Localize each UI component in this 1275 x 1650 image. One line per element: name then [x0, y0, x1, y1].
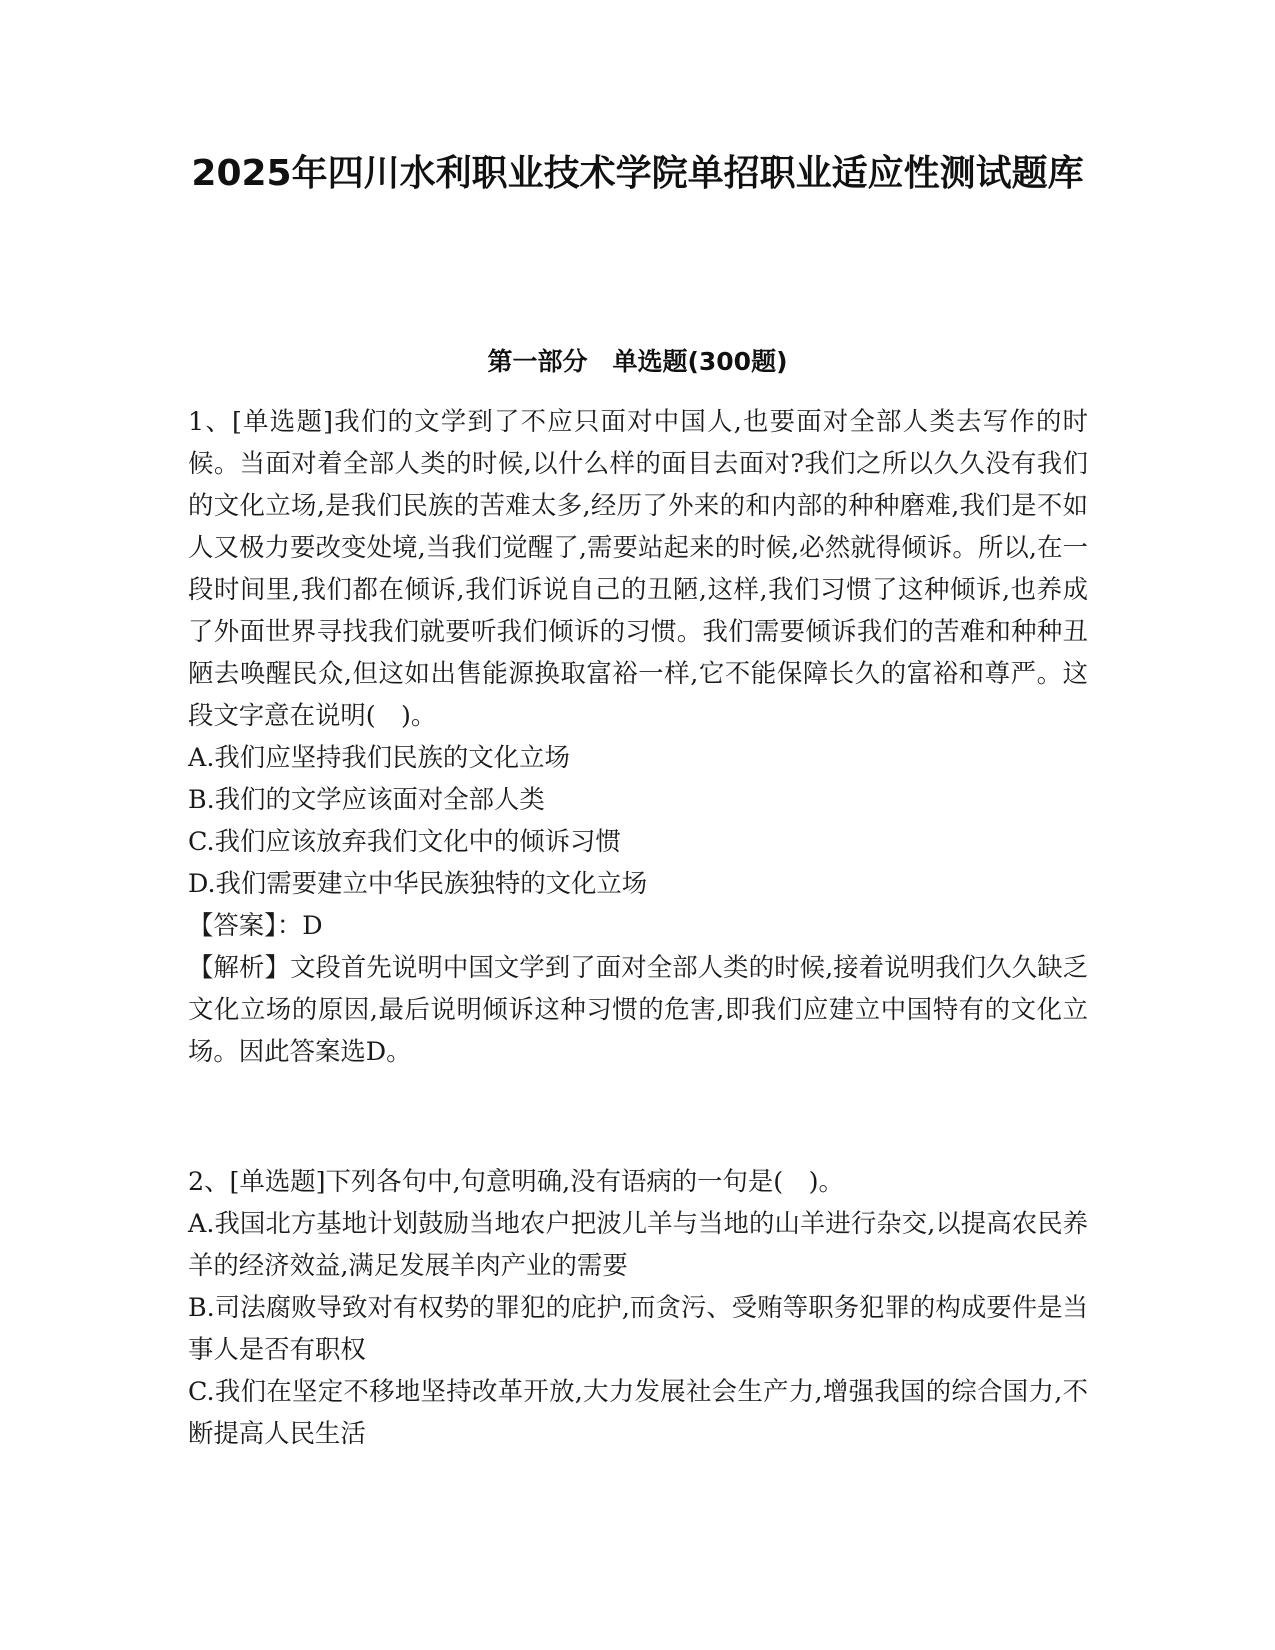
analysis-text: 文段首先说明中国文学到了面对全部人类的时候,接着说明我们久久缺乏文化立场的原因,最后说明倾诉这种习惯的危害,即我们应建立中国特有的文化立场。因此答案选D。	[188, 952, 1088, 1066]
question-2-option-c: C.我们在坚定不移地坚持改革开放,大力发展社会生产力,增强我国的综合国力,不断提高人民生活	[188, 1376, 1088, 1448]
question-2-option-a: A.我国北方基地计划鼓励当地农户把波儿羊与当地的山羊进行杂交,以提高农民养羊的经济效益,满足发展羊肉产业的需要	[188, 1208, 1088, 1280]
question-1-option-b: B.我们的文学应该面对全部人类	[188, 784, 545, 814]
question-1-stem: 1、[单选题]我们的文学到了不应只面对中国人,也要面对全部人类去写作的时候。当面对着全部人类的时候,以什么样的面目去面对?我们之所以久久没有我们的文化立场,是我们民族的苦难太多,经历了外来的和内部的种种磨难,我们是不如人又极力要改变处境,当我们觉醒了,需要站起来的时候,必然就得倾诉。所以,在一段时间里,我们都在倾诉,我们诉说自己的丑陋,这样,我们习惯了这种倾诉,也养成了外面世界寻找我们就要听我们倾诉的习惯。我们需要倾诉我们的苦难和种种丑陋去唤醒民众,但这如出售能源换取富裕一样,它不能保障长久的富裕和尊严。这段文字意在说明( )。	[188, 406, 1088, 730]
answer-value: ：D	[276, 910, 323, 940]
question-1-analysis	[188, 946, 1088, 1072]
section-title: 第一部分 单选题(300题)	[487, 347, 788, 376]
document-title: 2025年四川水利职业技术学院单招职业适应性测试题库	[191, 153, 1084, 194]
answer-label: 【答案】	[188, 910, 277, 940]
question-1-option-c: C.我们应该放弃我们文化中的倾诉习惯	[188, 826, 621, 856]
question-1-answer	[188, 904, 1088, 946]
question-1	[188, 400, 1088, 1072]
question-2-stem: 2、[单选题]下列各句中,句意明确,没有语病的一句是( )。	[188, 1166, 844, 1196]
question-1-option-d: D.我们需要建立中华民族独特的文化立场	[188, 868, 648, 898]
question-2-option-b: B.司法腐败导致对有权势的罪犯的庇护,而贪污、受贿等职务犯罪的构成要件是当事人是否有职权	[188, 1292, 1088, 1364]
analysis-label: 【解析】	[188, 952, 290, 982]
question-2	[188, 1160, 1088, 1454]
question-1-option-a: A.我们应坚持我们民族的文化立场	[188, 742, 570, 772]
